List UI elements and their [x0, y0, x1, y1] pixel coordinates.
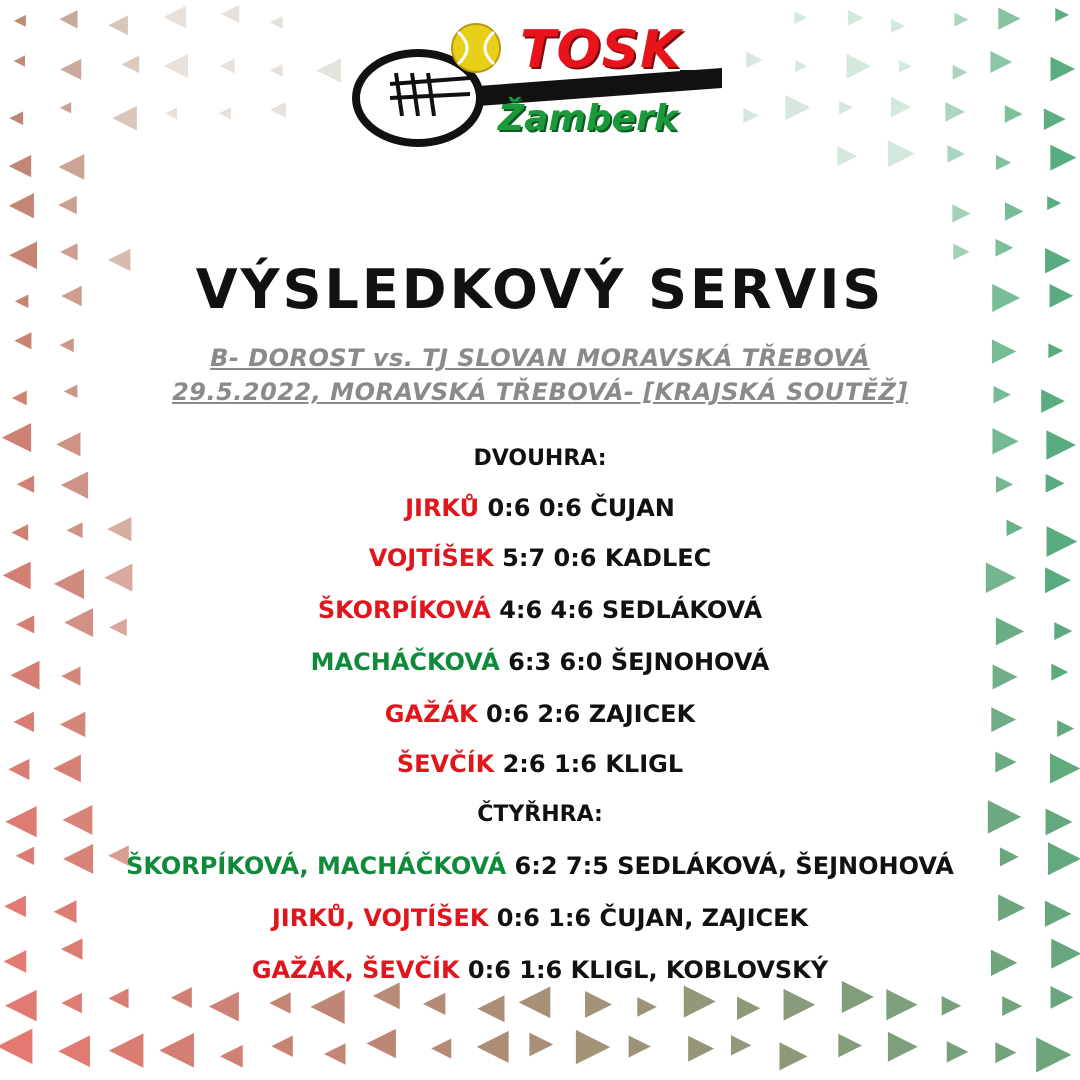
home-player: JIRKŮ: [405, 494, 480, 522]
home-player: MACHÁČKOVÁ: [310, 648, 500, 676]
singles-match-row: [0, 596, 1080, 624]
away-player: ZAJICEK: [588, 700, 696, 728]
singles-match-row: [0, 544, 1080, 572]
logo-word-tosk: TOSK: [520, 20, 682, 80]
home-player: ŠKORPÍKOVÁ: [317, 596, 491, 624]
match-teams: B- DOROST vs. TJ SLOVAN MORAVSKÁ TŘEBOVÁ: [210, 344, 870, 372]
home-player: GAŽÁK, ŠEVČÍK: [251, 956, 460, 984]
singles-match-row: [0, 750, 1080, 778]
doubles-match-row: [0, 852, 1080, 880]
logo-word-zamberk: Žamberk: [498, 98, 678, 139]
match-score: 4:6 4:6: [499, 596, 594, 624]
match-score: 0:6 1:6: [467, 956, 563, 984]
club-logo: [350, 18, 730, 148]
match-score: 0:6 1:6: [496, 904, 592, 932]
singles-match-row: [0, 648, 1080, 676]
home-player: ŠEVČÍK: [396, 750, 495, 778]
away-player: KADLEC: [604, 544, 712, 572]
doubles-header: ČTYŘHRA:: [477, 802, 603, 827]
match-score: 6:2 7:5: [514, 852, 609, 880]
match-score: 0:6 2:6: [486, 700, 581, 728]
home-player: JIRKŮ, VOJTÍŠEK: [271, 904, 489, 932]
home-player: ŠKORPÍKOVÁ, MACHÁČKOVÁ: [126, 852, 507, 880]
doubles-match-row: [0, 956, 1080, 984]
away-player: KLIGL, KOBLOVSKÝ: [570, 956, 829, 984]
away-player: ČUJAN: [590, 494, 675, 522]
away-player: ŠEJNOHOVÁ: [610, 648, 770, 676]
match-score: 2:6 1:6: [502, 750, 597, 778]
match-score: 0:6 0:6: [487, 494, 582, 522]
away-player: KLIGL: [605, 750, 684, 778]
match-date-venue: 29.5.2022, MORAVSKÁ TŘEBOVÁ- [KRAJSKÁ SOUTĚŽ]: [172, 378, 908, 406]
singles-match-row: [0, 700, 1080, 728]
away-player: ČUJAN, ZAJICEK: [599, 904, 809, 932]
match-score: 6:3 6:0: [508, 648, 603, 676]
singles-match-row: [0, 494, 1080, 522]
home-player: GAŽÁK: [384, 700, 478, 728]
page-title: VÝSLEDKOVÝ SERVIS: [195, 258, 885, 321]
away-player: SEDLÁKOVÁ: [601, 596, 763, 624]
singles-header: DVOUHRA:: [473, 446, 607, 471]
home-player: VOJTÍŠEK: [368, 544, 494, 572]
away-player: SEDLÁKOVÁ, ŠEJNOHOVÁ: [617, 852, 954, 880]
doubles-match-row: [0, 904, 1080, 932]
match-score: 5:7 0:6: [502, 544, 597, 572]
